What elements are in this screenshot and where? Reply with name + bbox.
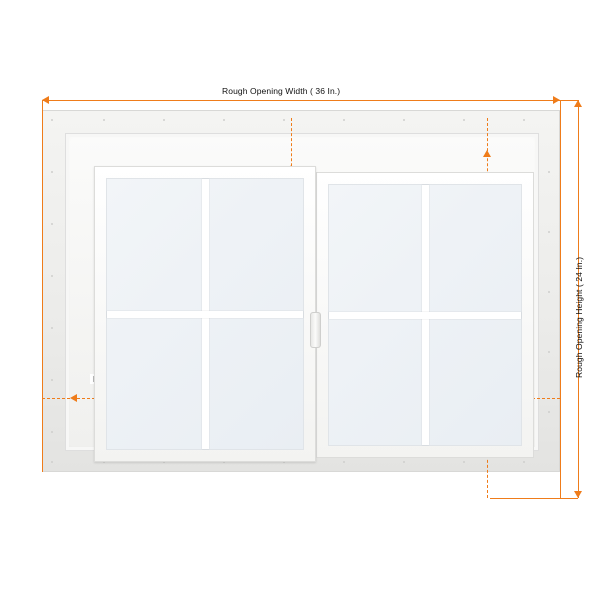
rough-opening-bottom-extension bbox=[490, 498, 578, 499]
rough-opening-left-extension bbox=[42, 100, 43, 472]
product-height-arrow-top bbox=[483, 150, 491, 157]
rough-opening-right-extension bbox=[560, 100, 561, 498]
rough-opening-top-extension bbox=[42, 100, 578, 101]
rough-opening-height-arrow-top bbox=[574, 100, 582, 107]
right-grid-horizontal bbox=[329, 312, 521, 319]
sash-lock-handle[interactable] bbox=[310, 312, 321, 348]
right-sash-glass bbox=[328, 184, 522, 446]
rough-opening-width-label: Rough Opening Width ( 36 In.) bbox=[219, 86, 343, 96]
window-outer-frame bbox=[42, 110, 560, 472]
left-grid-horizontal bbox=[107, 311, 303, 318]
window-frame-channel bbox=[65, 133, 539, 451]
rough-opening-height-label: Rough Opening Height ( 24 In.) bbox=[574, 256, 584, 378]
left-sash-glass bbox=[106, 178, 304, 450]
product-width-arrow-left bbox=[70, 394, 77, 402]
rough-opening-height-arrow-bottom bbox=[574, 491, 582, 498]
left-sash[interactable] bbox=[94, 166, 316, 462]
right-sash[interactable] bbox=[316, 172, 534, 458]
